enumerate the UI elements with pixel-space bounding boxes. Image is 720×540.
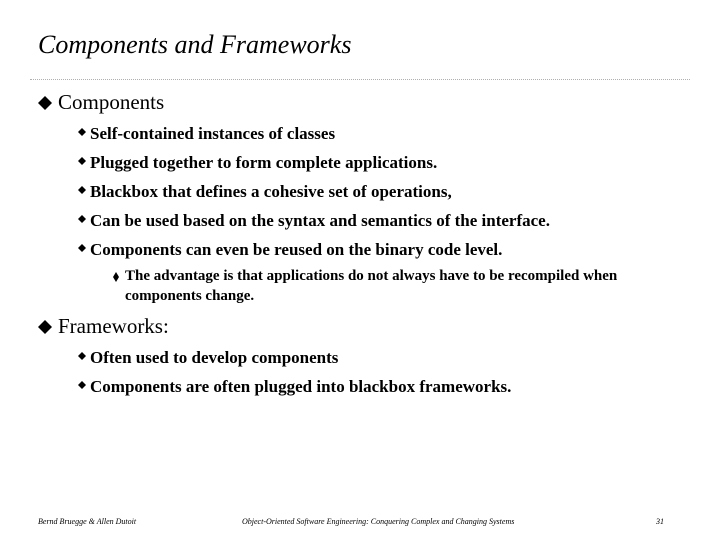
diamond-bullet-icon (78, 215, 86, 223)
sub-bullet-text: Often used to develop components (90, 348, 339, 367)
sub-bullet-text: Self-contained instances of classes (90, 124, 336, 143)
diamond-bullet-icon (38, 96, 52, 110)
title-divider (30, 79, 690, 81)
diamond-bullet-icon (78, 186, 86, 194)
sub-sub-bullet-text: The advantage is that applications do not always have to be recompiled when components change. (125, 268, 618, 304)
diamond-bullet-icon (78, 381, 86, 389)
diamond-bullet-icon (78, 244, 86, 252)
sub-bullet-text: Plugged together to form complete applications. (90, 153, 438, 172)
sub-bullet-text: Blackbox that defines a cohesive set of operations, (90, 182, 452, 201)
sub-bullet-text: Components can even be reused on the binary code level. (90, 240, 503, 259)
footer-page-number: 31 (656, 517, 664, 526)
footer-authors: Bernd Bruegge & Allen Dutoit (38, 517, 137, 526)
bullet-frameworks-label: Frameworks: (58, 314, 169, 338)
slide-title: Components and Frameworks (38, 30, 352, 59)
sub-bullet-text: Can be used based on the syntax and semantics of the interface. (90, 211, 550, 230)
diamond-bullet-icon (78, 157, 86, 165)
diamond-bullet-icon (78, 128, 86, 136)
diamond-bullet-icon (78, 352, 86, 360)
footer-book-title: Object-Oriented Software Engineering: Conquering Complex and Changing Systems (242, 517, 515, 526)
diamond-bullet-icon (38, 320, 52, 334)
bullet-components-label: Components (58, 90, 165, 114)
sub-bullet-text: Components are often plugged into blackbox frameworks. (90, 377, 512, 396)
narrow-diamond-bullet-icon (113, 272, 119, 282)
